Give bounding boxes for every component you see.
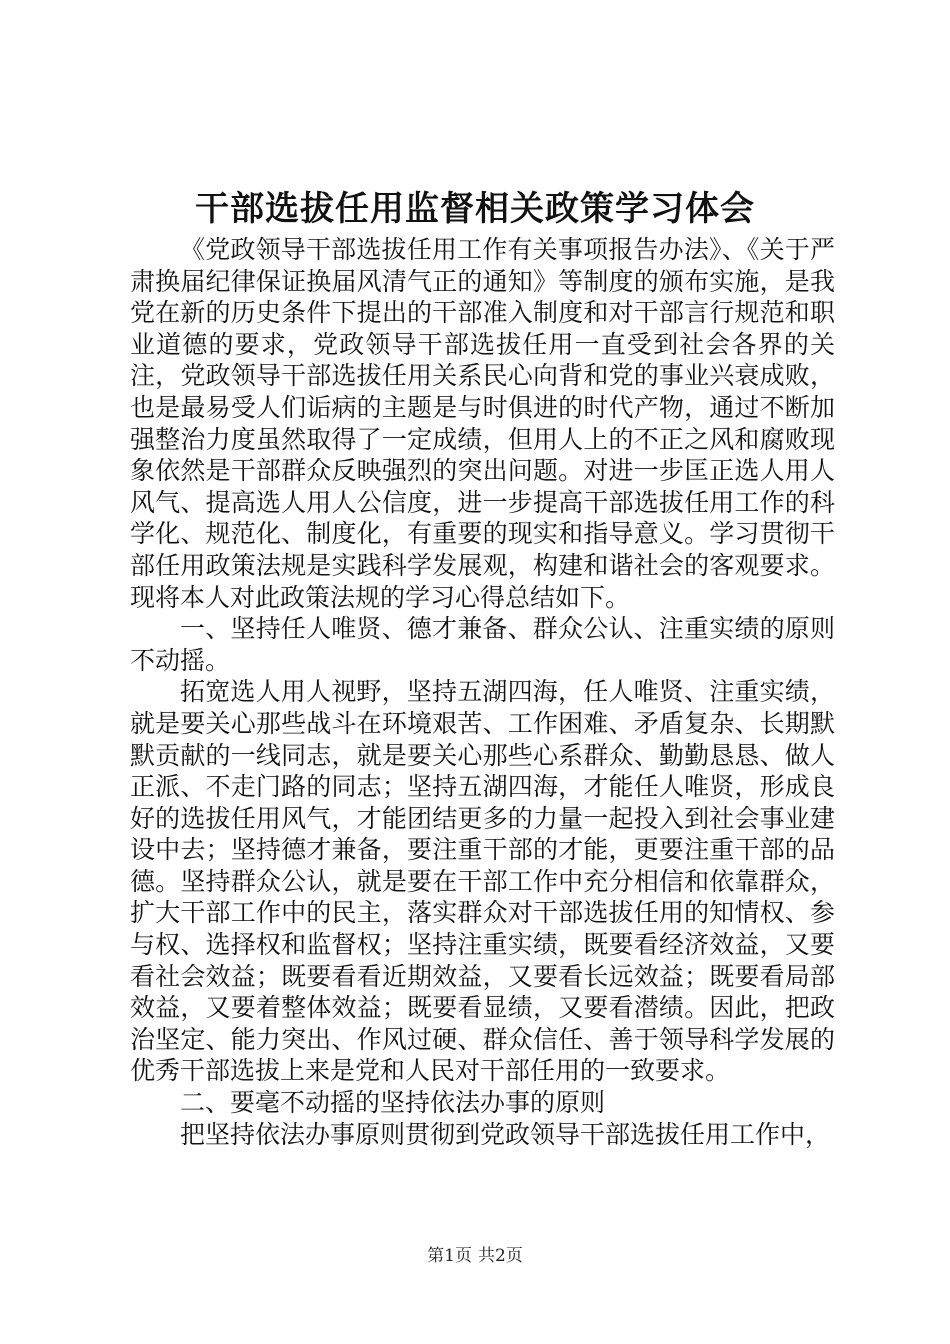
paragraph-section-2: 把坚持依法办事原则贯彻到党政领导干部选拔任用工作中，	[180, 1119, 831, 1149]
document-body	[130, 234, 835, 1150]
document-title: 干部选拔任用监督相关政策学习体会	[195, 189, 755, 229]
paragraph-section-1: 拓宽选人用人视野，坚持五湖四海，任人唯贤、注重实绩，就是要关心那些战斗在环境艰苦、工作困难、矛盾复杂、长期默默贡献的一线同志，就是要关心那些心系群众、勤勤恳恳、做人正派、不走门路的同志；坚持五湖四海，才能任人唯贤，形成良好的选拔任用风气，才能团结更多的力量一起投入到社会事业建设中去；坚持德才兼备，要注重干部的才能，更要注重干部的品德。坚持群众公认，就是要在干部工作中充分相信和依靠群众，扩大干部工作中的民主，落实群众对干部选拔任用的知情权、参与权、选择权和监督权；坚持注重实绩，既要看经济效益，又要看社会效益；既要看看近期效益，又要看长远效益；既要看局部效益，又要着整体效益；既要看显绩，又要看潜绩。因此，把政治坚定、能力突出、作风过硬、群众信任、善于领导科学发展的优秀干部选拔上来是党和人民对干部任用的一致要求。	[130, 677, 835, 1086]
section-heading-1: 一、坚持任人唯贤、德才兼备、群众公认、注重实绩的原则不动摇。	[130, 614, 835, 675]
section-heading-2: 二、要毫不动摇的坚持依法办事的原则	[180, 1088, 606, 1118]
page-number: 第1页	[427, 1246, 472, 1266]
page-total: 共2页	[478, 1246, 523, 1266]
paragraph-intro: 《党政领导干部选拔任用工作有关事项报告办法》、《关于严肃换届纪律保证换届风清气正的通知》等制度的颁布实施，是我党在新的历史条件下提出的干部准入制度和对干部言行规范和职业道德的要求，党政领导干部选拔任用一直受到社会各界的关注，党政领导干部选拔任用关系民心向背和党的事业兴衰成败，也是最易受人们诟病的主题是与时俱进的时代产物，通过不断加强整治力度虽然取得了一定成绩，但用人上的不正之风和腐败现象依然是干部群众反映强烈的突出问题。对进一步匡正选人用人风气、提高选人用人公信度，进一步提高干部选拔任用工作的科学化、规范化、制度化，有重要的现实和指导意义。学习贯彻干部任用政策法规是实践科学发展观，构建和谐社会的客观要求。现将本人对此政策法规的学习心得总结如下。	[130, 235, 835, 612]
page-footer	[0, 1244, 950, 1268]
